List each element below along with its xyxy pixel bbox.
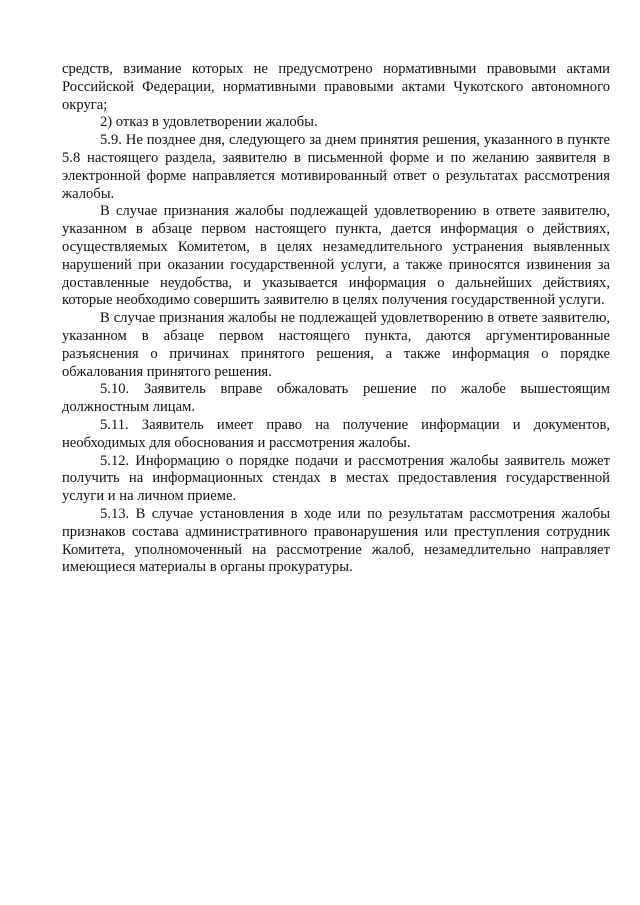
paragraph-5-10: 5.10. Заявитель вправе обжаловать решение по жалобе вышестоящим должностным лицам. [62,381,610,416]
paragraph-refusal: 2) отказ в удовлетворении жалобы. [100,114,318,131]
paragraph-5-13: 5.13. В случае установления в ходе или по результатам рассмотрения жалобы признаков состава административного правонарушения или преступления сотрудник Комитета, уполномоченный на рассмотрение жалоб, незамедлительно направляет имеющиеся материалы в органы прокуратуры. [62,505,610,576]
paragraph-5-12: 5.12. Информацию о порядке подачи и рассмотрения жалобы заявитель может получить на информационных стендах в местах предоставления государственной услуги и на личном приеме. [62,452,610,505]
paragraph-satisfied-case: В случае признания жалобы подлежащей удовлетворению в ответе заявителю, указанном в абзаце первом настоящего пункта, дается информация о действиях, осуществляемых Комитетом, в целях незамедлительного устранения выявленных нарушений при оказании государственной услуги, а также приносятся извинения за доставленные неудобства, и указывается информация о дальнейших действиях, которые необходимо совершить заявителю в целях получения государственной услуги. [62,203,610,309]
document-page [62,61,610,577]
paragraph-unsatisfied-case: В случае признания жалобы не подлежащей удовлетворению в ответе заявителю, указанном в абзаце первом настоящего пункта, даются аргументированные разъяснения о причинах принятого решения, а также информация о порядке обжалования принятого решения. [62,310,610,380]
paragraph-5-9: 5.9. Не позднее дня, следующего за днем принятия решения, указанного в пункте 5.8 настоящего раздела, заявителю в письменной форме и по желанию заявителя в электронной форме направляется мотивированный ответ о результатах рассмотрения жалобы. [62,132,610,202]
paragraph-5-11: 5.11. Заявитель имеет право на получение информации и документов, необходимых для обоснования и рассмотрения жалобы. [62,416,610,451]
paragraph-continuation: средств, взимание которых не предусмотрено нормативными правовыми актами Российской Федерации, нормативными правовыми актами Чукотского автономного округа; [62,61,610,113]
